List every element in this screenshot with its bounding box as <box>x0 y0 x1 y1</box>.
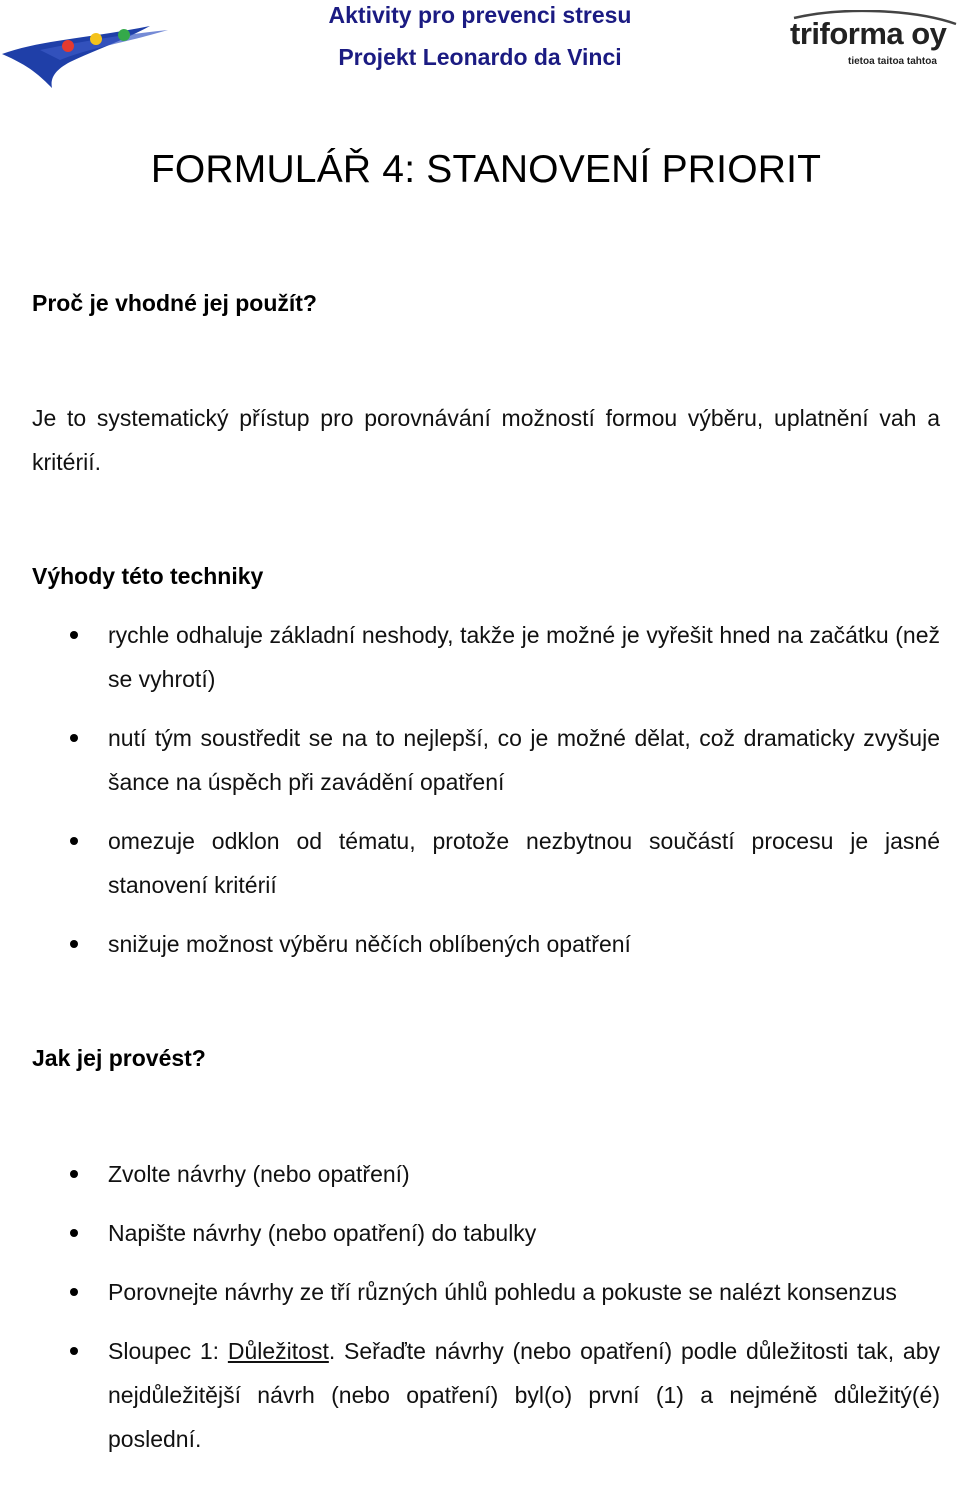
steps-list <box>0 1152 960 1461</box>
bullet-icon <box>70 734 78 742</box>
section-heading-why: Proč je vhodné jej použít? <box>32 290 317 316</box>
list-item: Porovnejte návrhy ze tří různých úhlů pohledu a pokuste se nalézt konsenzus <box>0 1270 960 1314</box>
section-heading-advantages: Výhody této techniky <box>32 563 264 589</box>
header-line-1: Aktivity pro prevenci stresu <box>328 2 632 28</box>
list-item: Napište návrhy (nebo opatření) do tabulky <box>0 1211 960 1255</box>
triforma-brand: triforma oy <box>790 16 947 51</box>
bullet-icon <box>70 1170 78 1178</box>
list-item: rychle odhaluje základní neshody, takže je možné je vyřešit hned na začátku (než se vyhrotí) <box>0 613 960 701</box>
list-item: Sloupec 1: Důležitost. Seřaďte návrhy (nebo opatření) podle důležitosti tak, aby nejdůležitější návrh (nebo opatření) byl(o) první (1) a nejméně důležitý(é) poslední. <box>0 1329 960 1461</box>
page-title: FORMULÁŘ 4: STANOVENÍ PRIORIT <box>150 148 822 191</box>
bullet-icon <box>70 1347 78 1355</box>
bullet-icon <box>70 1288 78 1296</box>
section-heading-how: Jak jej provést? <box>32 1045 206 1071</box>
list-item: omezuje odklon od tématu, protože nezbytnou součástí procesu je jasné stanovení kritérií <box>0 819 960 907</box>
list-item: snižuje možnost výběru něčích oblíbených opatření <box>0 922 960 966</box>
advantages-list <box>0 613 960 966</box>
triforma-logo <box>786 10 960 72</box>
list-item: nutí tým soustředit se na to nejlepší, co je možné dělat, což dramaticky zvyšuje šance na úspěch při zavádění opatření <box>0 716 960 804</box>
leonardo-logo-icon <box>0 20 180 90</box>
bullet-icon <box>70 631 78 639</box>
header-line-2: Projekt Leonardo da Vinci <box>338 44 622 70</box>
triforma-tagline: tietoa taitoa tahtoa <box>848 56 937 67</box>
list-item: Zvolte návrhy (nebo opatření) <box>0 1152 960 1196</box>
bullet-icon <box>70 1229 78 1237</box>
underlined-term: Důležitost <box>227 1338 329 1364</box>
bullet-icon <box>70 837 78 845</box>
section-text-why: Je to systematický přístup pro porovnávání možností formou výběru, uplatnění vah a kritérií. <box>32 405 940 475</box>
bullet-icon <box>70 940 78 948</box>
